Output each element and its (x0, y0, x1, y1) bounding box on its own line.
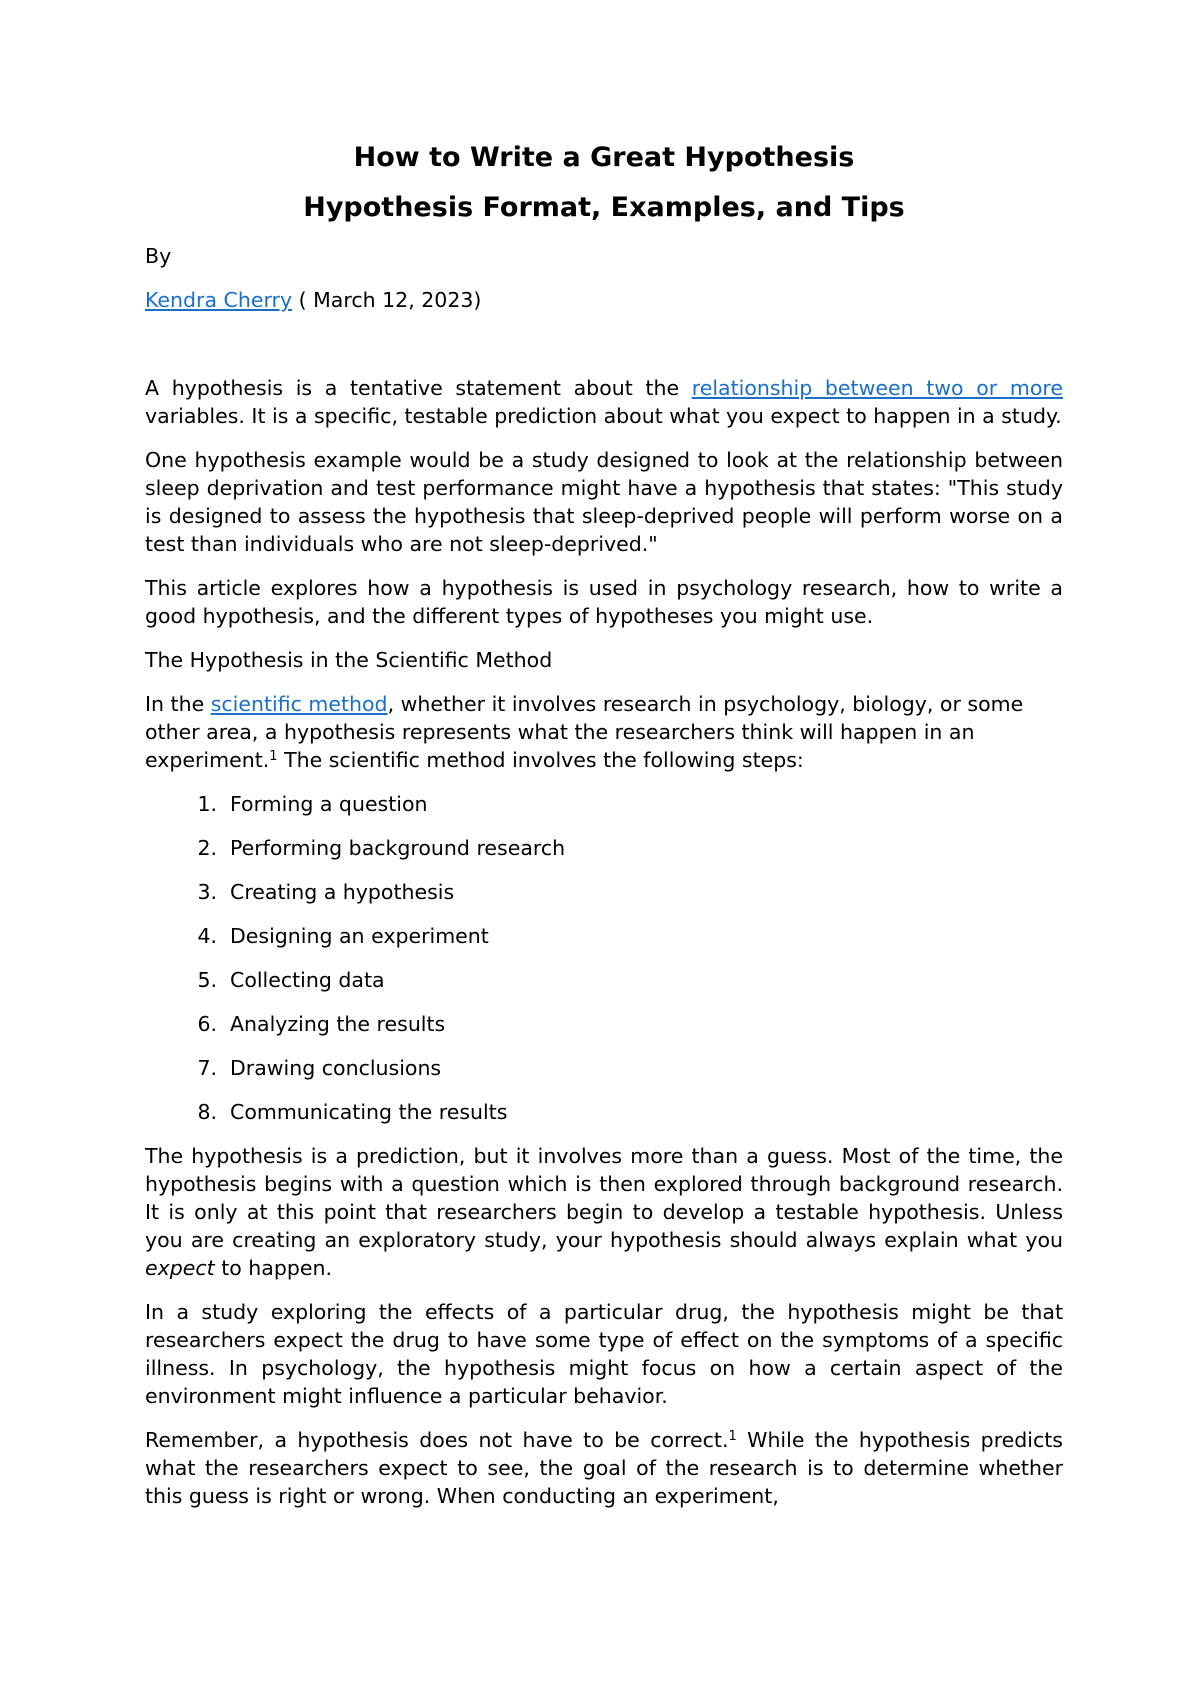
steps-list (145, 790, 1063, 1126)
list-item (145, 1010, 1063, 1038)
relationship-link[interactable]: relationship between two or more (691, 376, 1063, 400)
intro-text-2: variables. It is a specific, testable prediction about what you expect to happen in a study. (145, 404, 1062, 428)
list-item (145, 966, 1063, 994)
expect-emphasis: expect (145, 1256, 215, 1280)
author-line (145, 286, 1063, 314)
footnote-ref[interactable]: 1 (269, 749, 278, 764)
section-heading: The Hypothesis in the Scientific Method (145, 648, 553, 672)
byline: By (145, 244, 172, 268)
list-item-text: Communicating the results (230, 1100, 508, 1124)
list-number: 2. (197, 836, 217, 860)
scientific-method-link[interactable]: scientific method (210, 692, 388, 716)
list-item-text: Creating a hypothesis (230, 880, 455, 904)
example-paragraph: One hypothesis example would be a study designed to look at the relationship between sleep deprivation and test performance might have a hypothesis that states: "This study is designed to assess the hypothesis that sleep-deprived people will perform worse on a test than individuals who are not sleep-deprived." (145, 448, 1063, 556)
author-link[interactable]: Kendra Cherry (145, 288, 293, 312)
list-item (145, 1054, 1063, 1082)
page-subtitle: Hypothesis Format, Examples, and Tips (303, 192, 905, 223)
method-text-2: , whether it involves research in psychology, biology, or some other area, a hypothesis represents what the researchers think will happen in an experiment. (145, 692, 1024, 772)
method-text-1: In the (145, 692, 211, 716)
overview-paragraph: This article explores how a hypothesis is used in psychology research, how to write a good hypothesis, and the different types of hypotheses you might use. (145, 576, 1063, 628)
intro-paragraph (145, 374, 1063, 430)
list-item-text: Analyzing the results (230, 1012, 446, 1036)
list-number: 7. (197, 1056, 217, 1080)
list-item-text: Performing background research (230, 836, 566, 860)
list-item-text: Designing an experiment (230, 924, 489, 948)
list-item-text: Drawing conclusions (230, 1056, 442, 1080)
remember-text-2: While the hypothesis predicts what the researchers expect to see, the goal of the research is to determine whether this guess is right or wrong. When conducting an experiment, (145, 1428, 1063, 1508)
footnote-ref[interactable]: 1 (728, 1429, 737, 1444)
list-number: 5. (197, 968, 217, 992)
prediction-text-2: to happen. (214, 1256, 333, 1280)
list-item (145, 834, 1063, 862)
list-item (145, 922, 1063, 950)
document-page (145, 140, 1063, 1526)
drug-paragraph: In a study exploring the effects of a particular drug, the hypothesis might be that researchers expect the drug to have some type of effect on the symptoms of a specific illness. In psychology, the hypothesis might focus on how a certain aspect of the environment might influence a particular behavior. (145, 1300, 1063, 1408)
list-item (145, 1098, 1063, 1126)
prediction-text-1: The hypothesis is a prediction, but it involves more than a guess. Most of the time, the hypothesis begins with a question which is then explored through background research. It is only at this point that researchers begin to develop a testable hypothesis. Unless you are creating an exploratory study, your hypothesis should always explain what you (145, 1144, 1063, 1252)
method-text-3: The scientific method involves the following steps: (277, 748, 804, 772)
list-number: 3. (197, 880, 217, 904)
remember-paragraph (145, 1426, 1063, 1510)
list-number: 6. (197, 1012, 217, 1036)
list-number: 4. (197, 924, 217, 948)
publish-date: ( March 12, 2023) (292, 288, 482, 312)
list-item-text: Forming a question (230, 792, 428, 816)
list-item-text: Collecting data (230, 968, 385, 992)
remember-text-1: Remember, a hypothesis does not have to be correct. (145, 1428, 729, 1452)
list-item (145, 790, 1063, 818)
list-number: 1. (197, 792, 217, 816)
list-item (145, 878, 1063, 906)
intro-text-1: A hypothesis is a tentative statement about the (145, 376, 692, 400)
method-paragraph (145, 690, 1063, 774)
page-title: How to Write a Great Hypothesis (353, 142, 855, 173)
list-number: 8. (197, 1100, 217, 1124)
prediction-paragraph (145, 1142, 1063, 1282)
